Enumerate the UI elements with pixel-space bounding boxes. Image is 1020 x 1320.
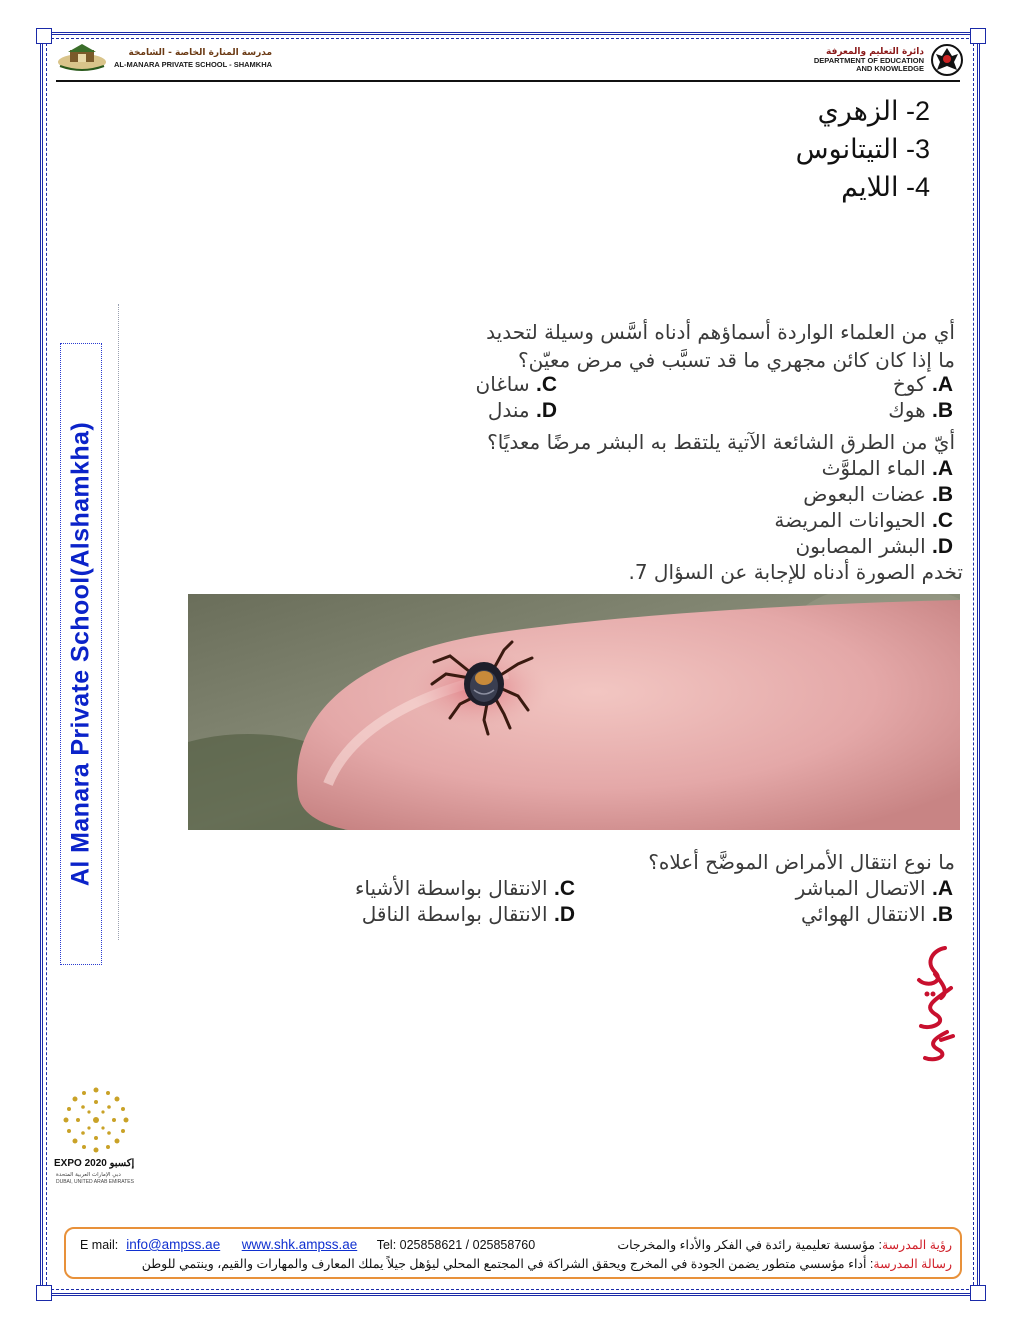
school-name-ar: مدرسة المنارة الخاصة - الشامخة — [128, 47, 273, 58]
q3-line-1: ما نوع انتقال الأمراض الموضَّح أعلاه؟ — [648, 850, 955, 874]
expo-subtitle-ar: دبي الإمارات العربية المتحدة — [56, 1172, 121, 1178]
q3-option-b — [801, 902, 953, 927]
q3-option-d — [362, 902, 575, 927]
email-link[interactable]: info@ampss.ae — [126, 1237, 221, 1252]
mission-text: : أداء مؤسسي متطور يضمن الجودة في المخرج ويحقق الشراكة في المجتمع المحلي ليؤهل جيلاً يملك المعارف والمهارات والقيم، وينتمي للوطن — [141, 1257, 874, 1271]
option-text: الانتقال بواسطة الناقل — [361, 902, 548, 926]
option-key: A. — [931, 877, 953, 900]
option-key: C. — [931, 509, 953, 532]
department-header — [814, 42, 964, 78]
q2-option-a — [822, 456, 953, 481]
q2-option-b — [803, 482, 953, 507]
school-mission — [80, 1256, 952, 1271]
border-corner-bl — [36, 1285, 52, 1301]
option-text: الانتقال الهوائي — [800, 902, 926, 926]
list-item: 4- اللايم — [841, 172, 930, 202]
side-school-label — [60, 343, 102, 965]
option-key: D. — [553, 903, 575, 926]
q1-line-1: أي من العلماء الواردة أسماؤهم أدناه أسَّس وسيلة لتحديد — [486, 320, 955, 344]
option-key: D. — [931, 535, 953, 558]
q1-option-d — [488, 398, 557, 423]
header-divider — [56, 80, 960, 82]
option-key: A. — [931, 373, 953, 396]
department-name-en-2: AND KNOWLEDGE — [856, 64, 924, 73]
q2-option-c — [774, 508, 953, 533]
side-school-label-text: Al Manara Private School(Alshamkha) — [66, 421, 95, 887]
footer-box — [64, 1227, 962, 1279]
border-corner-tr — [970, 28, 986, 44]
school-logo-icon — [56, 44, 108, 72]
vision-label: رؤية المدرسة — [881, 1238, 952, 1252]
option-text: عضات البعوض — [803, 482, 926, 506]
q3-option-a — [796, 876, 953, 901]
option-key: B. — [931, 903, 953, 926]
falcon-emblem-icon — [930, 42, 964, 78]
q3-option-c — [355, 876, 575, 901]
tick-on-finger-photo — [188, 594, 960, 830]
q1-option-c — [476, 372, 557, 397]
border-corner-tl — [36, 28, 52, 44]
option-text: مندل — [487, 398, 530, 422]
expo-subtitle-en: DUBAI, UNITED ARAB EMIRATES — [56, 1179, 134, 1185]
department-name-ar: دائرة التعليم والمعرفة — [825, 47, 924, 57]
signature-icon — [905, 940, 965, 1065]
option-key: A. — [931, 457, 953, 480]
option-text: الاتصال المباشر — [795, 876, 926, 900]
option-key: B. — [931, 399, 953, 422]
department-name-en-1: DEPARTMENT OF EDUCATION — [813, 56, 924, 65]
school-header — [56, 44, 272, 72]
option-key: C. — [553, 877, 575, 900]
q1-line-2: ما إذا كان كائن مجهري ما قد تسبَّب في مرض معيّن؟ — [518, 348, 955, 372]
q1-option-a — [893, 372, 953, 397]
numbered-list — [796, 92, 930, 206]
option-key: C. — [535, 373, 557, 396]
q2-option-d — [795, 534, 953, 559]
option-text: الانتقال بواسطة الأشياء — [355, 876, 548, 900]
q2-line-1: أيّ من الطرق الشائعة الآتية يلتقط به البشر مرضًا معديًا؟ — [487, 430, 955, 454]
option-text: الحيوانات المريضة — [774, 508, 926, 532]
option-text: هوك — [888, 398, 926, 422]
vision-text: : مؤسسة تعليمية رائدة في الفكر والأداء والمخرجات — [617, 1238, 882, 1252]
footer-contacts — [80, 1237, 543, 1252]
mission-label: رسالة المدرسة — [873, 1257, 952, 1271]
expo-label: EXPO 2020 إكسبو — [54, 1158, 135, 1169]
q1-option-b — [888, 398, 953, 423]
email-label: E mail: — [80, 1238, 119, 1252]
option-text: الماء الملوَّث — [821, 456, 926, 480]
question-instruction: تخدم الصورة أدناه للإجابة عن السؤال 7. — [628, 560, 963, 584]
school-name-en: AL-MANARA PRIVATE SCHOOL - SHAMKHA — [114, 59, 273, 69]
telephone: Tel: 025858621 / 025858760 — [376, 1238, 536, 1252]
option-text: البشر المصابون — [795, 534, 926, 558]
option-key: D. — [535, 399, 557, 422]
option-key: B. — [931, 483, 953, 506]
option-text: كوخ — [892, 372, 926, 396]
list-item: 2- الزهري — [817, 96, 930, 126]
option-text: ساغان — [475, 372, 530, 396]
border-corner-br — [970, 1285, 986, 1301]
school-vision — [617, 1237, 952, 1252]
list-item: 3- التيتانوس — [795, 134, 930, 164]
website-link[interactable]: www.shk.ampss.ae — [241, 1237, 358, 1252]
